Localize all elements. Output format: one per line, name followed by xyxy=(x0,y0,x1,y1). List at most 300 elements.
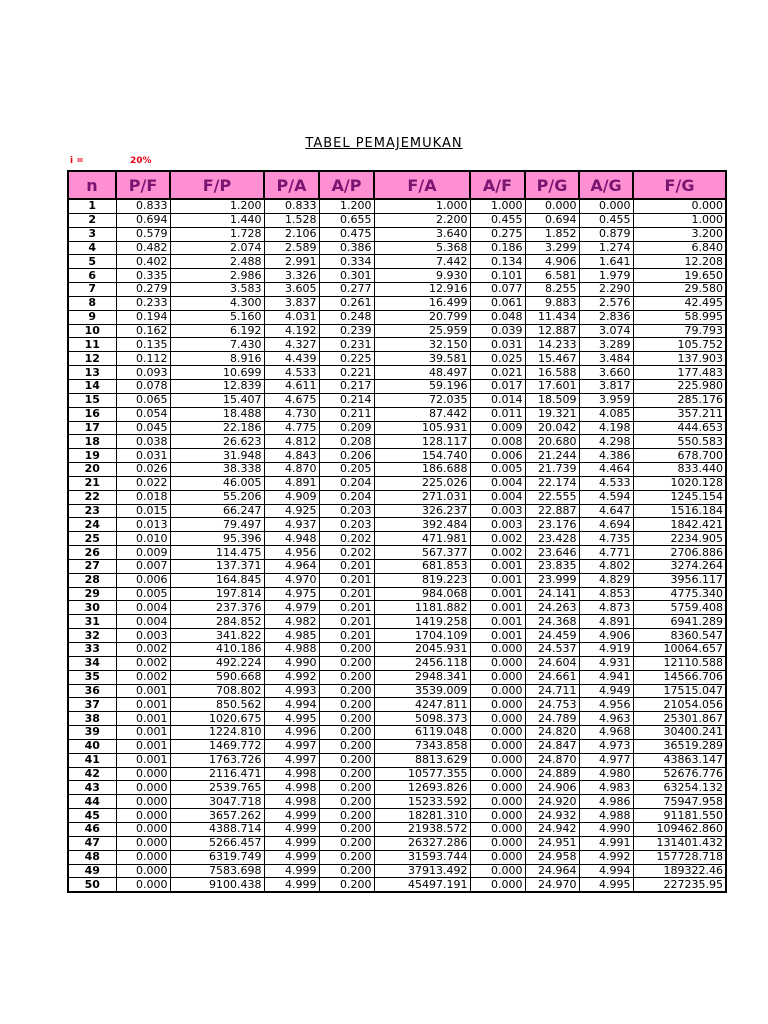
table-row xyxy=(68,684,726,698)
table-cell: 0.000 xyxy=(579,199,633,213)
table-cell: 16.588 xyxy=(525,366,579,380)
table-cell: 26.623 xyxy=(170,435,264,449)
table-cell: 3956.117 xyxy=(633,573,726,587)
table-cell: 0.200 xyxy=(319,809,374,823)
table-cell: 0.004 xyxy=(116,615,170,629)
table-cell: 1763.726 xyxy=(170,753,264,767)
column-header-a-f: A/F xyxy=(470,171,525,199)
table-cell: 0.006 xyxy=(116,573,170,587)
table-cell: 157728.718 xyxy=(633,850,726,864)
table-cell: 30400.241 xyxy=(633,726,726,740)
table-row xyxy=(68,601,726,615)
table-cell: 66.247 xyxy=(170,504,264,518)
table-cell: 2.200 xyxy=(374,213,470,227)
table-cell: 5.160 xyxy=(170,310,264,324)
table-cell: 37 xyxy=(68,698,116,712)
table-cell: 17 xyxy=(68,421,116,435)
table-cell: 0.205 xyxy=(319,463,374,477)
table-cell: 3 xyxy=(68,227,116,241)
table-cell: 4.996 xyxy=(264,726,319,740)
table-cell: 24.870 xyxy=(525,753,579,767)
table-row xyxy=(68,822,726,836)
table-cell: 5266.457 xyxy=(170,836,264,850)
table-cell: 2456.118 xyxy=(374,656,470,670)
table-cell: 20 xyxy=(68,463,116,477)
table-cell: 38.338 xyxy=(170,463,264,477)
table-cell: 4.941 xyxy=(579,670,633,684)
table-cell: 0.039 xyxy=(470,324,525,338)
table-cell: 0.482 xyxy=(116,241,170,255)
table-cell: 45 xyxy=(68,809,116,823)
table-cell: 3539.009 xyxy=(374,684,470,698)
table-cell: 23.835 xyxy=(525,559,579,573)
table-cell: 3.583 xyxy=(170,283,264,297)
table-cell: 0.455 xyxy=(470,213,525,227)
table-cell: 0.001 xyxy=(470,573,525,587)
table-cell: 4 xyxy=(68,241,116,255)
table-cell: 0.233 xyxy=(116,296,170,310)
table-cell: 24.932 xyxy=(525,809,579,823)
table-cell: 0.000 xyxy=(470,726,525,740)
table-row xyxy=(68,878,726,892)
table-cell: 24.141 xyxy=(525,587,579,601)
table-cell: 9.883 xyxy=(525,296,579,310)
table-cell: 189322.46 xyxy=(633,864,726,878)
table-cell: 4775.340 xyxy=(633,587,726,601)
table-cell: 0.200 xyxy=(319,753,374,767)
column-header-f-a: F/A xyxy=(374,171,470,199)
table-cell: 4.998 xyxy=(264,795,319,809)
table-cell: 0.200 xyxy=(319,850,374,864)
table-cell: 0.214 xyxy=(319,393,374,407)
table-row xyxy=(68,338,726,352)
table-cell: 567.377 xyxy=(374,546,470,560)
table-cell: 16 xyxy=(68,407,116,421)
table-cell: 21 xyxy=(68,476,116,490)
column-header-f-p: F/P xyxy=(170,171,264,199)
table-cell: 0.002 xyxy=(116,656,170,670)
table-row xyxy=(68,546,726,560)
table-cell: 0.002 xyxy=(116,670,170,684)
table-cell: 0.000 xyxy=(470,684,525,698)
table-cell: 23.428 xyxy=(525,532,579,546)
table-cell: 7 xyxy=(68,283,116,297)
table-cell: 39 xyxy=(68,726,116,740)
table-cell: 0.048 xyxy=(470,310,525,324)
table-cell: 0.475 xyxy=(319,227,374,241)
table-cell: 284.852 xyxy=(170,615,264,629)
table-cell: 20.042 xyxy=(525,421,579,435)
table-cell: 3.326 xyxy=(264,269,319,283)
table-cell: 7.430 xyxy=(170,338,264,352)
table-cell: 0.201 xyxy=(319,601,374,615)
table-cell: 0.208 xyxy=(319,435,374,449)
table-cell: 0.003 xyxy=(116,629,170,643)
table-cell: 4.999 xyxy=(264,822,319,836)
table-cell: 31 xyxy=(68,615,116,629)
table-cell: 24.847 xyxy=(525,739,579,753)
table-row xyxy=(68,656,726,670)
table-cell: 4.999 xyxy=(264,836,319,850)
table-cell: 31593.744 xyxy=(374,850,470,864)
table-cell: 1469.772 xyxy=(170,739,264,753)
table-cell: 20.799 xyxy=(374,310,470,324)
table-cell: 33 xyxy=(68,643,116,657)
table-cell: 24.459 xyxy=(525,629,579,643)
page-title: TABEL PEMAJEMUKAN xyxy=(305,136,463,151)
column-header-f-g: F/G xyxy=(633,171,726,199)
table-cell: 4.775 xyxy=(264,421,319,435)
table-cell: 0.000 xyxy=(470,698,525,712)
table-cell: 35 xyxy=(68,670,116,684)
table-cell: 4.931 xyxy=(579,656,633,670)
table-cell: 0.061 xyxy=(470,296,525,310)
table-cell: 0.003 xyxy=(470,504,525,518)
table-cell: 0.038 xyxy=(116,435,170,449)
table-cell: 91181.550 xyxy=(633,809,726,823)
table-row xyxy=(68,449,726,463)
table-cell: 28 xyxy=(68,573,116,587)
table-cell: 39.581 xyxy=(374,352,470,366)
table-row xyxy=(68,836,726,850)
table-cell: 0.000 xyxy=(116,822,170,836)
table-cell: 0.112 xyxy=(116,352,170,366)
table-cell: 2948.341 xyxy=(374,670,470,684)
table-cell: 0.007 xyxy=(116,559,170,573)
table-cell: 0.694 xyxy=(525,213,579,227)
table-cell: 1.000 xyxy=(470,199,525,213)
table-cell: 326.237 xyxy=(374,504,470,518)
table-cell: 0.200 xyxy=(319,864,374,878)
table-row xyxy=(68,698,726,712)
table-cell: 109462.860 xyxy=(633,822,726,836)
table-cell: 5 xyxy=(68,255,116,269)
column-header-a-g: A/G xyxy=(579,171,633,199)
table-cell: 0.004 xyxy=(470,490,525,504)
table-cell: 4.979 xyxy=(264,601,319,615)
table-cell: 2045.931 xyxy=(374,643,470,657)
table-cell: 3.640 xyxy=(374,227,470,241)
table-cell: 5.368 xyxy=(374,241,470,255)
table-cell: 49 xyxy=(68,864,116,878)
table-cell: 4.386 xyxy=(579,449,633,463)
table-row xyxy=(68,310,726,324)
table-cell: 0.386 xyxy=(319,241,374,255)
table-cell: 52676.776 xyxy=(633,767,726,781)
table-cell: 1842.421 xyxy=(633,518,726,532)
table-cell: 3.959 xyxy=(579,393,633,407)
table-cell: 0.000 xyxy=(470,767,525,781)
table-row xyxy=(68,255,726,269)
column-header-p-f: P/F xyxy=(116,171,170,199)
table-cell: 0.335 xyxy=(116,269,170,283)
table-cell: 0.239 xyxy=(319,324,374,338)
table-row xyxy=(68,615,726,629)
table-cell: 79.793 xyxy=(633,324,726,338)
table-row xyxy=(68,670,726,684)
table-cell: 2.986 xyxy=(170,269,264,283)
table-cell: 29 xyxy=(68,587,116,601)
table-cell: 4.919 xyxy=(579,643,633,657)
table-cell: 4.906 xyxy=(525,255,579,269)
table-cell: 0.025 xyxy=(470,352,525,366)
table-cell: 18.509 xyxy=(525,393,579,407)
table-cell: 1.528 xyxy=(264,213,319,227)
table-cell: 63254.132 xyxy=(633,781,726,795)
table-cell: 0.200 xyxy=(319,878,374,892)
table-cell: 2.836 xyxy=(579,310,633,324)
table-cell: 4.990 xyxy=(264,656,319,670)
table-cell: 0.000 xyxy=(470,809,525,823)
table-cell: 41 xyxy=(68,753,116,767)
table-cell: 0.201 xyxy=(319,629,374,643)
table-cell: 0.001 xyxy=(470,601,525,615)
table-cell: 0.000 xyxy=(470,795,525,809)
table-cell: 0.000 xyxy=(470,836,525,850)
table-cell: 0.000 xyxy=(116,836,170,850)
table-cell: 10.699 xyxy=(170,366,264,380)
table-cell: 3274.264 xyxy=(633,559,726,573)
table-row xyxy=(68,795,726,809)
table-cell: 164.845 xyxy=(170,573,264,587)
table-cell: 0.077 xyxy=(470,283,525,297)
table-cell: 0.203 xyxy=(319,504,374,518)
table-cell: 0.000 xyxy=(470,850,525,864)
table-cell: 154.740 xyxy=(374,449,470,463)
table-cell: 0.194 xyxy=(116,310,170,324)
table-row xyxy=(68,712,726,726)
table-cell: 4.870 xyxy=(264,463,319,477)
table-cell: 1.852 xyxy=(525,227,579,241)
table-cell: 0.879 xyxy=(579,227,633,241)
table-cell: 75947.958 xyxy=(633,795,726,809)
table-cell: 0.000 xyxy=(116,795,170,809)
table-cell: 4.730 xyxy=(264,407,319,421)
table-cell: 819.223 xyxy=(374,573,470,587)
table-cell: 105.752 xyxy=(633,338,726,352)
table-cell: 4.198 xyxy=(579,421,633,435)
table-row xyxy=(68,269,726,283)
table-cell: 0.001 xyxy=(470,559,525,573)
table-cell: 0.014 xyxy=(470,393,525,407)
table-cell: 0.008 xyxy=(470,435,525,449)
table-cell: 42 xyxy=(68,767,116,781)
table-cell: 1.979 xyxy=(579,269,633,283)
table-cell: 8.916 xyxy=(170,352,264,366)
table-cell: 0.054 xyxy=(116,407,170,421)
table-cell: 0.204 xyxy=(319,476,374,490)
table-cell: 1.440 xyxy=(170,213,264,227)
table-cell: 36 xyxy=(68,684,116,698)
table-cell: 24.789 xyxy=(525,712,579,726)
table-row xyxy=(68,435,726,449)
table-row xyxy=(68,296,726,310)
table-cell: 0.186 xyxy=(470,241,525,255)
table-cell: 2.576 xyxy=(579,296,633,310)
table-cell: 43863.147 xyxy=(633,753,726,767)
table-cell: 4.298 xyxy=(579,435,633,449)
table-cell: 0.006 xyxy=(470,449,525,463)
table-cell: 0.200 xyxy=(319,836,374,850)
table-row xyxy=(68,476,726,490)
table-row xyxy=(68,559,726,573)
table-cell: 4.812 xyxy=(264,435,319,449)
table-cell: 21938.572 xyxy=(374,822,470,836)
table-cell: 2234.905 xyxy=(633,532,726,546)
table-cell: 0.833 xyxy=(116,199,170,213)
table-cell: 17.601 xyxy=(525,379,579,393)
table-row xyxy=(68,726,726,740)
table-cell: 3.837 xyxy=(264,296,319,310)
table-cell: 19.650 xyxy=(633,269,726,283)
table-cell: 12110.588 xyxy=(633,656,726,670)
table-cell: 0.200 xyxy=(319,698,374,712)
table-cell: 2 xyxy=(68,213,116,227)
table-cell: 4.533 xyxy=(579,476,633,490)
table-cell: 708.802 xyxy=(170,684,264,698)
table-cell: 4.085 xyxy=(579,407,633,421)
table-cell: 4.999 xyxy=(264,809,319,823)
table-cell: 0.013 xyxy=(116,518,170,532)
table-cell: 0.001 xyxy=(470,615,525,629)
table-cell: 4.998 xyxy=(264,781,319,795)
table-cell: 4.975 xyxy=(264,587,319,601)
table-cell: 0.279 xyxy=(116,283,170,297)
table-cell: 22 xyxy=(68,490,116,504)
table-cell: 4.986 xyxy=(579,795,633,809)
table-cell: 24.537 xyxy=(525,643,579,657)
table-cell: 0.000 xyxy=(525,199,579,213)
table-cell: 0.001 xyxy=(116,698,170,712)
table-cell: 1419.258 xyxy=(374,615,470,629)
table-cell: 0.455 xyxy=(579,213,633,227)
table-cell: 4.647 xyxy=(579,504,633,518)
table-cell: 833.440 xyxy=(633,463,726,477)
table-cell: 23.646 xyxy=(525,546,579,560)
table-cell: 5098.373 xyxy=(374,712,470,726)
table-cell: 4.031 xyxy=(264,310,319,324)
table-cell: 3.289 xyxy=(579,338,633,352)
table-cell: 0.162 xyxy=(116,324,170,338)
table-cell: 0.000 xyxy=(116,850,170,864)
table-cell: 0.261 xyxy=(319,296,374,310)
table-cell: 0.045 xyxy=(116,421,170,435)
table-cell: 72.035 xyxy=(374,393,470,407)
table-cell: 4.533 xyxy=(264,366,319,380)
table-cell: 0.000 xyxy=(470,864,525,878)
table-cell: 12.839 xyxy=(170,379,264,393)
table-cell: 12693.826 xyxy=(374,781,470,795)
table-cell: 0.334 xyxy=(319,255,374,269)
table-cell: 24.964 xyxy=(525,864,579,878)
table-cell: 58.995 xyxy=(633,310,726,324)
table-cell: 31.948 xyxy=(170,449,264,463)
table-cell: 42.495 xyxy=(633,296,726,310)
table-cell: 2.106 xyxy=(264,227,319,241)
table-cell: 32.150 xyxy=(374,338,470,352)
table-row xyxy=(68,518,726,532)
table-cell: 0.011 xyxy=(470,407,525,421)
table-cell: 0.134 xyxy=(470,255,525,269)
table-row xyxy=(68,781,726,795)
table-cell: 0.000 xyxy=(116,878,170,892)
table-cell: 4.909 xyxy=(264,490,319,504)
table-cell: 4.999 xyxy=(264,878,319,892)
table-row xyxy=(68,753,726,767)
table-cell: 2.488 xyxy=(170,255,264,269)
table-cell: 4.973 xyxy=(579,739,633,753)
table-cell: 10577.355 xyxy=(374,767,470,781)
table-cell: 15 xyxy=(68,393,116,407)
table-cell: 5759.408 xyxy=(633,601,726,615)
table-cell: 4.694 xyxy=(579,518,633,532)
table-cell: 4.594 xyxy=(579,490,633,504)
table-cell: 0.002 xyxy=(116,643,170,657)
table-cell: 0.202 xyxy=(319,546,374,560)
table-cell: 0.275 xyxy=(470,227,525,241)
table-cell: 0.200 xyxy=(319,767,374,781)
table-cell: 0.248 xyxy=(319,310,374,324)
table-cell: 4247.811 xyxy=(374,698,470,712)
table-cell: 0.101 xyxy=(470,269,525,283)
table-cell: 4.891 xyxy=(579,615,633,629)
table-cell: 4.925 xyxy=(264,504,319,518)
interest-rate-value: 20% xyxy=(130,156,152,166)
table-cell: 1224.810 xyxy=(170,726,264,740)
table-cell: 0.078 xyxy=(116,379,170,393)
table-cell: 0.200 xyxy=(319,726,374,740)
table-cell: 0.202 xyxy=(319,532,374,546)
table-cell: 24 xyxy=(68,518,116,532)
table-cell: 4.998 xyxy=(264,767,319,781)
table-cell: 271.031 xyxy=(374,490,470,504)
table-cell: 0.022 xyxy=(116,476,170,490)
table-cell: 177.483 xyxy=(633,366,726,380)
table-cell: 14.233 xyxy=(525,338,579,352)
table-cell: 1 xyxy=(68,199,116,213)
table-row xyxy=(68,366,726,380)
table-cell: 4.948 xyxy=(264,532,319,546)
table-cell: 0.015 xyxy=(116,504,170,518)
table-cell: 45497.191 xyxy=(374,878,470,892)
table-cell: 0.209 xyxy=(319,421,374,435)
table-body xyxy=(68,199,726,892)
table-cell: 6.840 xyxy=(633,241,726,255)
table-cell: 43 xyxy=(68,781,116,795)
table-cell: 4.300 xyxy=(170,296,264,310)
table-cell: 0.000 xyxy=(470,739,525,753)
table-cell: 6.581 xyxy=(525,269,579,283)
table-cell: 36519.289 xyxy=(633,739,726,753)
table-row xyxy=(68,864,726,878)
header-row xyxy=(68,171,726,199)
table-cell: 24.906 xyxy=(525,781,579,795)
table-cell: 4.977 xyxy=(579,753,633,767)
table-cell: 9100.438 xyxy=(170,878,264,892)
table-cell: 10064.657 xyxy=(633,643,726,657)
table-cell: 444.653 xyxy=(633,421,726,435)
compound-interest-table xyxy=(67,170,727,893)
table-cell: 4.843 xyxy=(264,449,319,463)
table-cell: 15.467 xyxy=(525,352,579,366)
table-cell: 6941.289 xyxy=(633,615,726,629)
table-cell: 410.186 xyxy=(170,643,264,657)
table-cell: 4.993 xyxy=(264,684,319,698)
table-cell: 197.814 xyxy=(170,587,264,601)
table-cell: 4.999 xyxy=(264,864,319,878)
table-row xyxy=(68,532,726,546)
table-cell: 0.200 xyxy=(319,670,374,684)
